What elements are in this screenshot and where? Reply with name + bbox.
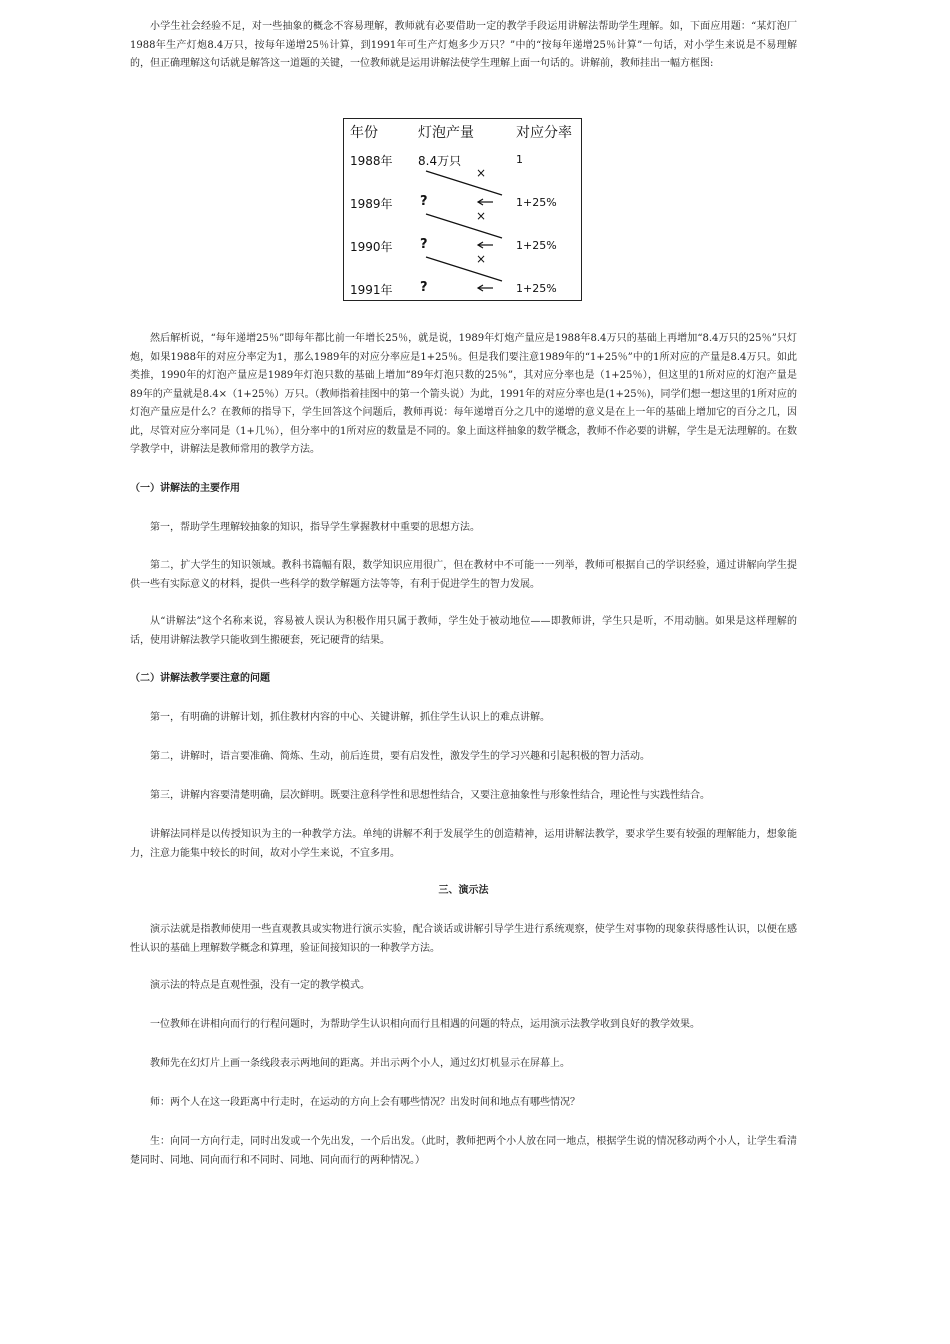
year-1988: 1988年 — [350, 154, 393, 168]
times-symbol-3: × — [476, 252, 487, 266]
output-1989: ? — [420, 194, 428, 209]
note-point-3: 第三，讲解内容要清楚明确，层次鲜明。既要注意科学性和思想性结合，又要注意抽象性与形象性结合，理论性与实践性结合。 — [150, 790, 710, 801]
teacher-question: 师：两个人在这一段距离中行走时，在运动的方向上会有哪些情况？出发时间和地点有哪些情况？ — [150, 1097, 580, 1108]
section-heading-demonstration: 三、演示法 — [438, 885, 489, 896]
section-heading-notes: （二）讲解法教学要注意的问题 — [130, 673, 270, 684]
arrow-left-1991 — [478, 285, 493, 291]
diagonal-line-1 — [426, 171, 502, 195]
arrow-left-1989 — [478, 199, 493, 205]
output-1988: 8.4万只 — [418, 154, 462, 168]
section-heading-role: （一）讲解法的主要作用 — [130, 483, 240, 494]
box-diagram — [343, 118, 582, 301]
role-point-1: 第一，帮助学生理解较抽象的知识，指导学生掌握教材中重要的思想方法。 — [150, 522, 480, 533]
rate-1988: 1 — [516, 153, 523, 166]
rate-1990: 1+25% — [516, 239, 557, 252]
note-point-1: 第一，有明确的讲解计划，抓住教材内容的中心、关键讲解，抓住学生认识上的难点讲解。 — [150, 712, 550, 723]
demonstration-feature: 演示法的特点是直观性强，没有一定的教学模式。 — [150, 980, 370, 991]
year-1989: 1989年 — [350, 197, 393, 211]
student-answer: 生：向同一方向行走，同时出发或一个先出发，一个后出发。（此时，教师把两个小人放在同一地点，根据学生说的情况移动两个小人，让学生看清楚同时、同地、同向而行和不同时、同地、同向而行的两种情况。） — [130, 1136, 797, 1166]
misunderstanding-paragraph: 从“讲解法”这个名称来说，容易被人误认为积极作用只属于教师，学生处于被动地位——即教师讲，学生只是听，不用动脑。如果是这样理解的话，使用讲解法教学只能收到生搬硬套，死记硬背的结果。 — [130, 616, 797, 646]
arrow-left-1990 — [478, 242, 493, 248]
rate-1989: 1+25% — [516, 196, 557, 209]
analysis-paragraph: 然后解析说，“每年递增25％”即每年都比前一年增长25％，就是说，1989年灯炮产量应是1988年8.4万只的基础上再增加“8.4万只的25％”只灯炮，如果1988年的对应分率定为1，那么1989年的对应分率应是1+25％。但是我们要注意1989年的“1+25％”中的1所对应的产量是8.4万只。如此类推，1990年的灯泡产量应是1989年灯泡只数的基础上增加“89年灯泡只数的25％”，其对应分率也是（1+25％），但这里的1所对应的灯泡产量是89年的产量就是8.4×（1+25％）万只。（教师指着挂图中的第一个箭头说）为此，1991年的对应分率也是(1+25％)，同学们想一想这里的1所对应的灯泡产量应是什么？在教师的指导下，学生回答这个问题后，教师再说：每年递增百分之几中的递增的意义是在上一年的基础上增加它的百分之几，因此，尽管对应分率同是（1+几％），但分率中的1所对应的数量是不同的。象上面这样抽象的数学概念，教师不作必要的讲解，学生是无法理解的。在数学教学中，讲解法是教师常用的教学方法。 — [130, 333, 797, 455]
note-point-2: 第二，讲解时，语言要准确、简炼、生动，前后连贯，要有启发性，激发学生的学习兴趣和引起积极的智力活动。 — [150, 751, 650, 762]
header-output: 灯泡产量 — [418, 125, 474, 141]
header-year: 年份 — [350, 125, 378, 141]
times-symbol-1: × — [476, 166, 487, 180]
year-1991: 1991年 — [350, 283, 393, 297]
diagonal-line-3 — [426, 257, 502, 281]
times-symbol-2: × — [476, 209, 487, 223]
output-1991: ? — [420, 280, 428, 295]
role-point-2: 第二，扩大学生的知识领域。教科书篇幅有限，数学知识应用很广，但在教材中不可能一一列举，教师可根据自己的学识经验，通过讲解向学生提供一些有实际意义的材料，提供一些科学的数学解题方法等等，有利于促进学生的智力发展。 — [130, 560, 797, 590]
intro-paragraph: 小学生社会经验不足，对一些抽象的概念不容易理解，教师就有必要借助一定的教学手段运用讲解法帮助学生理解。如，下面应用题：“某灯泡厂1988年生产灯炮8.4万只，按每年递增25％计算，到1991年可生产灯炮多少万只？”中的“按每年递增25％计算”一句话，对小学生来说是不易理解的，但正确理解这句话就是解答这一道题的关键，一位教师就是运用讲解法使学生理解上面一句话的。讲解前，教师挂出一幅方框图: — [130, 21, 797, 69]
demonstration-definition: 演示法就是指教师使用一些直观教具或实物进行演示实验，配合谈话或讲解引导学生进行系统观察，使学生对事物的现象获得感性认识，以便在感性认识的基础上理解数学概念和算理，验证间接知识的一种教学方法。 — [130, 924, 797, 954]
diagonal-line-2 — [426, 214, 502, 238]
demonstration-step: 教师先在幻灯片上画一条线段表示两地间的距离。并出示两个小人，通过幻灯机显示在屏幕上。 — [150, 1058, 570, 1069]
header-rate: 对应分率 — [516, 125, 572, 141]
summary-paragraph: 讲解法同样是以传授知识为主的一种教学方法。单纯的讲解不利于发展学生的创造精神，运用讲解法教学，要求学生要有较强的理解能力，想象能力，注意力能集中较长的时间，故对小学生来说，不宜多用。 — [130, 829, 797, 859]
output-1990: ? — [420, 237, 428, 252]
rate-1991: 1+25% — [516, 282, 557, 295]
year-1990: 1990年 — [350, 240, 393, 254]
demonstration-case: 一位教师在讲相向而行的行程问题时，为帮助学生认识相向而行且相遇的问题的特点，运用演示法教学收到良好的教学效果。 — [150, 1019, 700, 1030]
